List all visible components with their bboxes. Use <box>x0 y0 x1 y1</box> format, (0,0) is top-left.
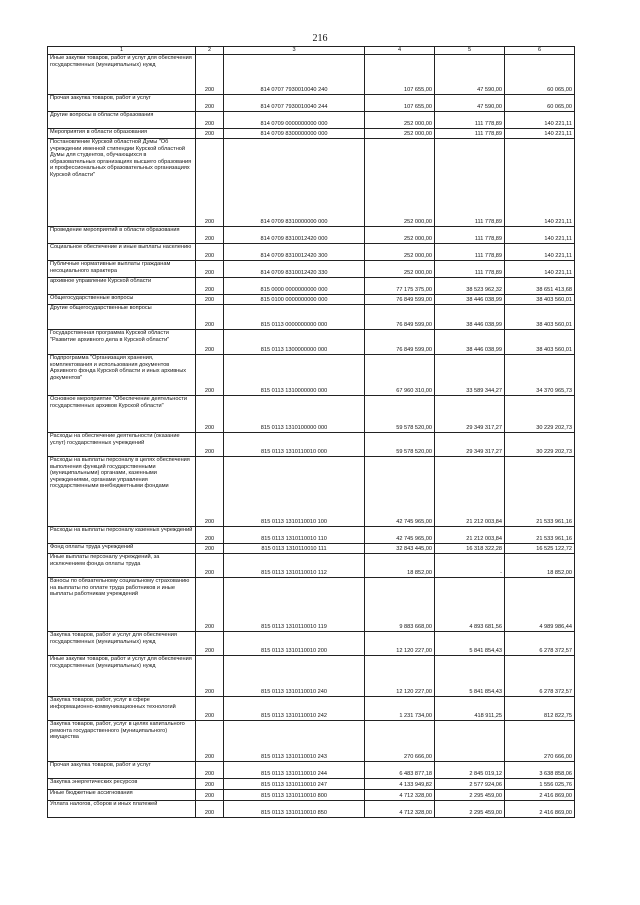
table-row <box>48 305 575 330</box>
row-group-cell: 200 <box>196 433 224 457</box>
header-row <box>48 47 575 55</box>
row-group-cell: 200 <box>196 244 224 261</box>
row-code-cell: 815 0113 1310110010 000 <box>224 433 365 457</box>
row-code-cell: 815 0113 1310110010 112 <box>224 554 365 578</box>
row-col4-cell: 1 231 734,00 <box>365 697 435 721</box>
row-group-cell: 200 <box>196 55 224 95</box>
table-row <box>48 55 575 95</box>
row-code-cell: 815 0113 1310110010 247 <box>224 779 365 790</box>
row-group-cell: 200 <box>196 632 224 656</box>
row-name-cell: Закупка товаров, работ, услуг в сфере информационно-коммуникационных технологий <box>48 697 196 721</box>
row-col6-cell: 21 533 961,16 <box>505 527 575 544</box>
row-col6-cell: 4 989 986,44 <box>505 578 575 632</box>
header-col-4: 4 <box>365 47 435 55</box>
row-col4-cell: 107 655,00 <box>365 95 435 112</box>
row-col6-cell: 16 525 122,72 <box>505 544 575 554</box>
table-row <box>48 227 575 244</box>
row-col5-cell: 21 212 003,84 <box>435 457 505 527</box>
row-col4-cell: 270 666,00 <box>365 721 435 762</box>
row-name-cell: Закупка товаров, работ, услуг в целях капитального ремонта государственного (муниципального) имущества <box>48 721 196 762</box>
row-col6-cell: 270 666,00 <box>505 721 575 762</box>
row-col4-cell: 252 000,00 <box>365 112 435 129</box>
row-col5-cell: 2 577 924,06 <box>435 779 505 790</box>
row-col6-cell: 38 403 560,01 <box>505 295 575 305</box>
row-name-cell: Расходы на обеспечение деятельности (оказание услуг) государственных учреждений <box>48 433 196 457</box>
row-col6-cell: 38 651 413,68 <box>505 278 575 295</box>
row-name-cell: Государственная программа Курской области "Развитие архивного дела в Курской области" <box>48 330 196 355</box>
row-group-cell: 200 <box>196 762 224 779</box>
row-code-cell: 814 0709 8310012420 300 <box>224 244 365 261</box>
row-code-cell: 815 0113 1310110010 242 <box>224 697 365 721</box>
row-col6-cell: 3 638 858,06 <box>505 762 575 779</box>
row-group-cell: 200 <box>196 790 224 801</box>
row-code-cell: 815 0000 0000000000 000 <box>224 278 365 295</box>
table-row <box>48 554 575 578</box>
row-code-cell: 815 0113 1310110010 119 <box>224 578 365 632</box>
row-name-cell: Взносы по обязательному социальному страхованию на выплаты по оплате труда работников и иные выплаты работникам учреждений <box>48 578 196 632</box>
row-col5-cell: 38 446 038,99 <box>435 295 505 305</box>
row-col4-cell: 252 000,00 <box>365 129 435 139</box>
row-code-cell: 814 0707 7930010040 244 <box>224 95 365 112</box>
row-group-cell: 200 <box>196 457 224 527</box>
row-col6-cell: 60 065,00 <box>505 95 575 112</box>
row-col6-cell: 140 221,11 <box>505 261 575 278</box>
row-col4-cell: 252 000,00 <box>365 139 435 227</box>
row-name-cell: Прочая закупка товаров, работ и услуг <box>48 95 196 112</box>
row-name-cell: архивное управление Курской области <box>48 278 196 295</box>
row-name-cell: Иные бюджетные ассигнования <box>48 790 196 801</box>
row-group-cell: 200 <box>196 129 224 139</box>
table-row <box>48 112 575 129</box>
table-row <box>48 278 575 295</box>
row-code-cell: 815 0113 1310000000 000 <box>224 355 365 396</box>
row-col4-cell: 252 000,00 <box>365 227 435 244</box>
table-row <box>48 527 575 544</box>
table-body <box>48 55 575 818</box>
table-row <box>48 355 575 396</box>
row-code-cell: 815 0113 1300000000 000 <box>224 330 365 355</box>
row-col6-cell: 140 221,11 <box>505 112 575 129</box>
row-name-cell: Расходы на выплаты персоналу казенных учреждений <box>48 527 196 544</box>
row-col5-cell: 418 911,25 <box>435 697 505 721</box>
table-row <box>48 139 575 227</box>
row-col5-cell: 47 590,00 <box>435 95 505 112</box>
header-col-1: 1 <box>48 47 196 55</box>
row-name-cell: Закупка энергетических ресурсов <box>48 779 196 790</box>
row-code-cell: 815 0113 1310110010 243 <box>224 721 365 762</box>
table-header <box>48 47 575 55</box>
row-col4-cell: 12 120 227,00 <box>365 656 435 697</box>
table-row <box>48 244 575 261</box>
row-col6-cell: 34 370 965,73 <box>505 355 575 396</box>
table-row <box>48 779 575 790</box>
row-col4-cell: 252 000,00 <box>365 261 435 278</box>
row-col6-cell: 38 403 560,01 <box>505 305 575 330</box>
row-name-cell: Публичные нормативные выплаты гражданам несоциального характера <box>48 261 196 278</box>
row-group-cell: 200 <box>196 697 224 721</box>
row-col6-cell: 140 221,11 <box>505 244 575 261</box>
row-col6-cell: 6 278 372,57 <box>505 656 575 697</box>
row-col6-cell: 140 221,11 <box>505 227 575 244</box>
row-name-cell: Иные выплаты персоналу учреждений, за исключением фонда оплаты труда <box>48 554 196 578</box>
row-col4-cell: 4 712 328,00 <box>365 790 435 801</box>
row-col6-cell: 60 065,00 <box>505 55 575 95</box>
row-col4-cell: 252 000,00 <box>365 244 435 261</box>
row-col4-cell: 59 578 520,00 <box>365 396 435 433</box>
row-col4-cell: 77 175 375,00 <box>365 278 435 295</box>
row-name-cell: Другие общегосударственные вопросы <box>48 305 196 330</box>
row-col5-cell: 33 589 344,27 <box>435 355 505 396</box>
row-col5-cell: 29 349 317,27 <box>435 433 505 457</box>
table-row <box>48 790 575 801</box>
budget-table <box>47 46 575 818</box>
table-row <box>48 129 575 139</box>
table-row <box>48 457 575 527</box>
row-col5-cell: 111 778,89 <box>435 244 505 261</box>
row-col5-cell: 2 295 459,00 <box>435 790 505 801</box>
table-row <box>48 295 575 305</box>
header-col-5: 5 <box>435 47 505 55</box>
row-col5-cell: - <box>435 554 505 578</box>
row-code-cell: 815 0113 1310110010 240 <box>224 656 365 697</box>
row-code-cell: 815 0113 1310100000 000 <box>224 396 365 433</box>
row-name-cell: Иные закупки товаров, работ и услуг для обеспечения государственных (муниципальных) нужд <box>48 55 196 95</box>
row-group-cell: 200 <box>196 330 224 355</box>
row-col5-cell: 111 778,89 <box>435 139 505 227</box>
row-col5-cell: 38 446 038,99 <box>435 305 505 330</box>
row-col4-cell: 67 960 310,00 <box>365 355 435 396</box>
row-col4-cell: 107 655,00 <box>365 55 435 95</box>
table-row <box>48 721 575 762</box>
row-col4-cell: 9 883 668,00 <box>365 578 435 632</box>
row-name-cell: Закупка товаров, работ и услуг для обеспечения государственных (муниципальных) нужд <box>48 632 196 656</box>
row-col6-cell: 30 229 202,73 <box>505 433 575 457</box>
row-col4-cell: 76 849 599,00 <box>365 330 435 355</box>
row-col5-cell: 47 590,00 <box>435 55 505 95</box>
row-col5-cell: 5 841 854,43 <box>435 632 505 656</box>
row-group-cell: 200 <box>196 295 224 305</box>
row-col5-cell: 111 778,89 <box>435 112 505 129</box>
row-group-cell: 200 <box>196 305 224 330</box>
row-code-cell: 815 0113 1310110010 200 <box>224 632 365 656</box>
row-group-cell: 200 <box>196 544 224 554</box>
row-group-cell: 200 <box>196 721 224 762</box>
row-col4-cell: 4 712 328,00 <box>365 801 435 818</box>
row-col5-cell: 21 212 003,84 <box>435 527 505 544</box>
row-col4-cell: 42 745 965,00 <box>365 527 435 544</box>
row-col5-cell: 4 893 681,56 <box>435 578 505 632</box>
row-col4-cell: 42 745 965,00 <box>365 457 435 527</box>
row-col6-cell: 140 221,11 <box>505 129 575 139</box>
table-row <box>48 95 575 112</box>
row-col6-cell: 812 822,75 <box>505 697 575 721</box>
table-row <box>48 632 575 656</box>
row-group-cell: 200 <box>196 527 224 544</box>
page-number: 216 <box>312 33 328 44</box>
row-col6-cell: 2 416 869,00 <box>505 790 575 801</box>
row-col5-cell: 111 778,89 <box>435 261 505 278</box>
row-group-cell: 200 <box>196 95 224 112</box>
row-col6-cell: 1 556 025,76 <box>505 779 575 790</box>
row-col6-cell: 21 533 961,16 <box>505 457 575 527</box>
row-code-cell: 814 0709 8310012420 330 <box>224 261 365 278</box>
table-row <box>48 261 575 278</box>
row-col6-cell: 30 229 202,73 <box>505 396 575 433</box>
row-name-cell: Уплата налогов, сборов и иных платежей <box>48 801 196 818</box>
row-name-cell: Основное мероприятие "Обеспечение деятельности государственных архивов Курской области" <box>48 396 196 433</box>
row-col6-cell: 6 278 372,57 <box>505 632 575 656</box>
row-group-cell: 200 <box>196 554 224 578</box>
row-col5-cell: 111 778,89 <box>435 129 505 139</box>
row-code-cell: 814 0709 8310012420 000 <box>224 227 365 244</box>
row-col5-cell: 29 349 317,27 <box>435 396 505 433</box>
row-name-cell: Иные закупки товаров, работ и услуг для обеспечения государственных (муниципальных) нужд <box>48 656 196 697</box>
row-col4-cell: 32 843 445,00 <box>365 544 435 554</box>
row-name-cell: Проведение мероприятий в области образования <box>48 227 196 244</box>
row-group-cell: 200 <box>196 355 224 396</box>
row-code-cell: 815 0100 0000000000 000 <box>224 295 365 305</box>
row-col5-cell: 111 778,89 <box>435 227 505 244</box>
row-col6-cell: 38 403 560,01 <box>505 330 575 355</box>
row-col5-cell: 38 446 038,99 <box>435 330 505 355</box>
row-code-cell: 815 0113 1310110010 800 <box>224 790 365 801</box>
row-group-cell: 200 <box>196 656 224 697</box>
row-col6-cell: 2 416 869,00 <box>505 801 575 818</box>
row-col5-cell: 16 318 322,28 <box>435 544 505 554</box>
row-col4-cell: 18 852,00 <box>365 554 435 578</box>
row-name-cell: Подпрограмма "Организация хранения, комплектования и использования документов Архивного фонда Курской области и иных архивных документов" <box>48 355 196 396</box>
row-col6-cell: 140 221,11 <box>505 139 575 227</box>
row-col4-cell: 6 483 877,18 <box>365 762 435 779</box>
table-row <box>48 578 575 632</box>
row-group-cell: 200 <box>196 227 224 244</box>
row-code-cell: 814 0709 8310000000 000 <box>224 139 365 227</box>
row-group-cell: 200 <box>196 801 224 818</box>
row-group-cell: 200 <box>196 278 224 295</box>
row-code-cell: 814 0707 7930010040 240 <box>224 55 365 95</box>
row-code-cell: 815 0113 1310110010 111 <box>224 544 365 554</box>
row-code-cell: 815 0113 1310110010 244 <box>224 762 365 779</box>
row-name-cell: Постановление Курской областной Думы "Об учреждении именной стипендии Курской областной Думы для студентов, обучающихся в образовательных организациях высшего образования и профессиональных образовательных организациях Курской области" <box>48 139 196 227</box>
row-col5-cell: 38 523 962,32 <box>435 278 505 295</box>
row-group-cell: 200 <box>196 261 224 278</box>
row-name-cell: Мероприятия в области образования <box>48 129 196 139</box>
row-col4-cell: 4 133 949,82 <box>365 779 435 790</box>
row-name-cell: Прочая закупка товаров, работ и услуг <box>48 762 196 779</box>
table-row <box>48 762 575 779</box>
row-col4-cell: 76 849 599,00 <box>365 305 435 330</box>
row-group-cell: 200 <box>196 578 224 632</box>
row-group-cell: 200 <box>196 139 224 227</box>
row-col4-cell: 59 578 520,00 <box>365 433 435 457</box>
row-group-cell: 200 <box>196 112 224 129</box>
row-code-cell: 814 0709 8300000000 000 <box>224 129 365 139</box>
table-row <box>48 544 575 554</box>
row-name-cell: Фонд оплаты труда учреждений <box>48 544 196 554</box>
row-name-cell: Общегосударственные вопросы <box>48 295 196 305</box>
table-row <box>48 396 575 433</box>
row-col5-cell: 5 841 854,43 <box>435 656 505 697</box>
row-code-cell: 815 0113 1310110010 100 <box>224 457 365 527</box>
row-col4-cell: 12 120 227,00 <box>365 632 435 656</box>
header-col-3: 3 <box>224 47 365 55</box>
table-row <box>48 801 575 818</box>
table-row <box>48 433 575 457</box>
row-code-cell: 815 0113 1310110010 110 <box>224 527 365 544</box>
row-name-cell: Другие вопросы в области образования <box>48 112 196 129</box>
row-group-cell: 200 <box>196 396 224 433</box>
table-row <box>48 330 575 355</box>
table-row <box>48 697 575 721</box>
row-code-cell: 815 0113 1310110010 850 <box>224 801 365 818</box>
row-code-cell: 815 0113 0000000000 000 <box>224 305 365 330</box>
row-col6-cell: 18 852,00 <box>505 554 575 578</box>
row-name-cell: Социальное обеспечение и иные выплаты населению <box>48 244 196 261</box>
header-col-6: 6 <box>505 47 575 55</box>
row-col5-cell <box>435 721 505 762</box>
header-col-2: 2 <box>196 47 224 55</box>
row-col4-cell: 76 849 599,00 <box>365 295 435 305</box>
table-row <box>48 656 575 697</box>
row-group-cell: 200 <box>196 779 224 790</box>
row-code-cell: 814 0709 0000000000 000 <box>224 112 365 129</box>
row-col5-cell: 2 845 019,12 <box>435 762 505 779</box>
row-name-cell: Расходы на выплаты персоналу в целях обеспечения выполнения функций государственными (муниципальными) органами, казенными учреждениями, органами управления государственными внебюджетными фондами <box>48 457 196 527</box>
row-col5-cell: 2 295 459,00 <box>435 801 505 818</box>
